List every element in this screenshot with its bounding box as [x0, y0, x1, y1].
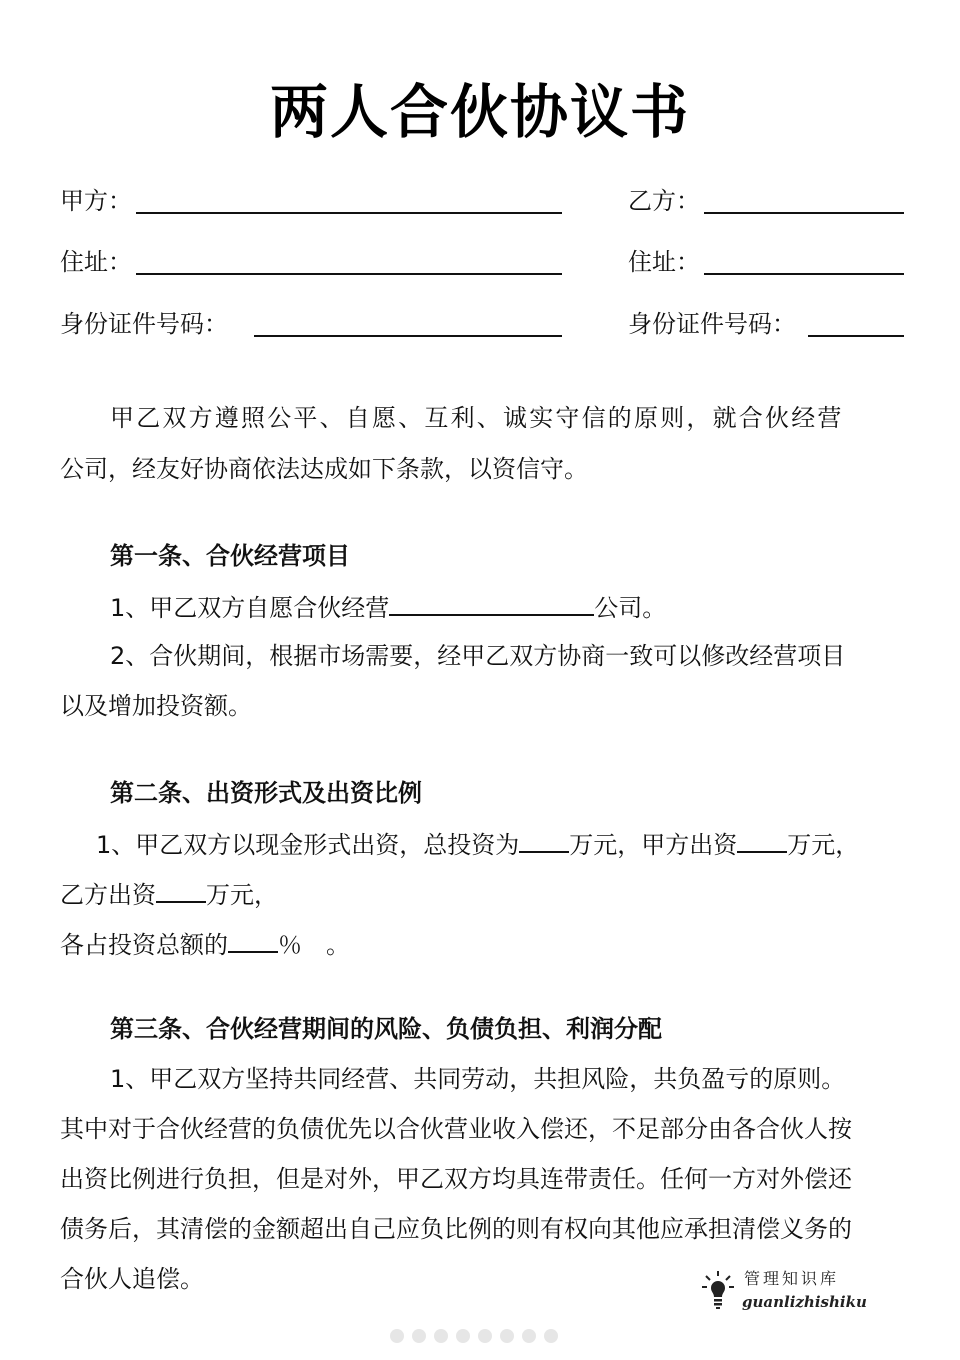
article-2-text-f: 各占投资总额的	[60, 931, 228, 959]
party-a-investment-blank	[737, 827, 787, 853]
party-a-address-label: 住址：	[60, 248, 132, 276]
party-a-address-blank	[136, 273, 562, 275]
article-3-line-1: 1、甲乙双方坚持共同经营、共同劳动，共担风险，共负盈亏的原则。	[110, 1065, 846, 1093]
article-2-item-1-line-1	[96, 827, 859, 861]
total-investment-blank	[519, 827, 569, 853]
party-b-address-label: 住址：	[628, 248, 700, 276]
document-title: 两人合伙协议书	[269, 78, 690, 146]
party-b-label: 乙方：	[628, 187, 700, 215]
article-2-text-e: 万元，	[206, 881, 278, 909]
preamble-line-2: 公司，经友好协商依法达成如下条款，以资信守。	[60, 455, 588, 483]
article-1-item-1-suffix: 公司。	[594, 594, 667, 622]
watermark-subtitle: guanlizhishiku	[742, 1293, 867, 1311]
party-a-id-blank	[254, 335, 562, 337]
party-b-blank	[704, 212, 904, 214]
article-2-item-1-line-3	[60, 927, 350, 961]
article-2-text-c: 万元，	[787, 831, 860, 859]
article-1-item-2-line-2: 以及增加投资额。	[60, 692, 252, 720]
article-3-line-3: 出资比例进行负担，但是对外，甲乙双方均具连带责任。任何一方对外偿还	[60, 1165, 852, 1193]
party-b-id-blank	[808, 335, 904, 337]
article-3-line-2: 其中对于合伙经营的负债优先以合伙营业收入偿还，不足部分由各合伙人按	[60, 1115, 852, 1143]
article-3-line-5: 合伙人追偿。	[60, 1265, 204, 1293]
watermark-name: 管理知识库	[744, 1269, 840, 1288]
article-1-item-1-text: 1、甲乙双方自愿合伙经营	[110, 594, 390, 622]
article-2-text-a: 1、甲乙双方以现金形式出资，总投资为	[96, 831, 520, 859]
party-a-id-label: 身份证件号码：	[60, 310, 228, 338]
article-2-item-1-line-2	[60, 877, 278, 911]
article-1-item-1	[110, 590, 666, 624]
article-2-text-g: ％ 。	[278, 931, 350, 959]
lightbulb-icon	[702, 1270, 734, 1310]
party-a-label: 甲方：	[60, 187, 132, 215]
article-1-item-2-line-1: 2、合伙期间，根据市场需要，经甲乙双方协商一致可以修改经营项目	[110, 642, 846, 670]
article-2-text-d: 乙方出资	[60, 881, 156, 909]
percentage-blank	[228, 927, 278, 953]
party-b-address-blank	[704, 273, 904, 275]
party-a-blank	[136, 212, 562, 214]
party-b-id-label: 身份证件号码：	[628, 310, 796, 338]
watermark-logo	[702, 1268, 882, 1318]
preamble-line-1: 甲乙双方遵照公平、自愿、互利、诚实守信的原则，就合伙经营	[110, 404, 844, 432]
article-1-heading: 第一条、合伙经营项目	[110, 542, 350, 570]
business-name-blank	[389, 590, 594, 616]
article-3-heading: 第三条、合伙经营期间的风险、负债负担、利润分配	[110, 1015, 662, 1043]
article-2-heading: 第二条、出资形式及出资比例	[110, 779, 422, 807]
article-2-text-b: 万元，甲方出资	[569, 831, 738, 859]
party-b-investment-blank	[156, 877, 206, 903]
page-indicator	[390, 1326, 580, 1346]
article-3-line-4: 债务后，其清偿的金额超出自己应负比例的则有权向其他应承担清偿义务的	[60, 1215, 852, 1243]
